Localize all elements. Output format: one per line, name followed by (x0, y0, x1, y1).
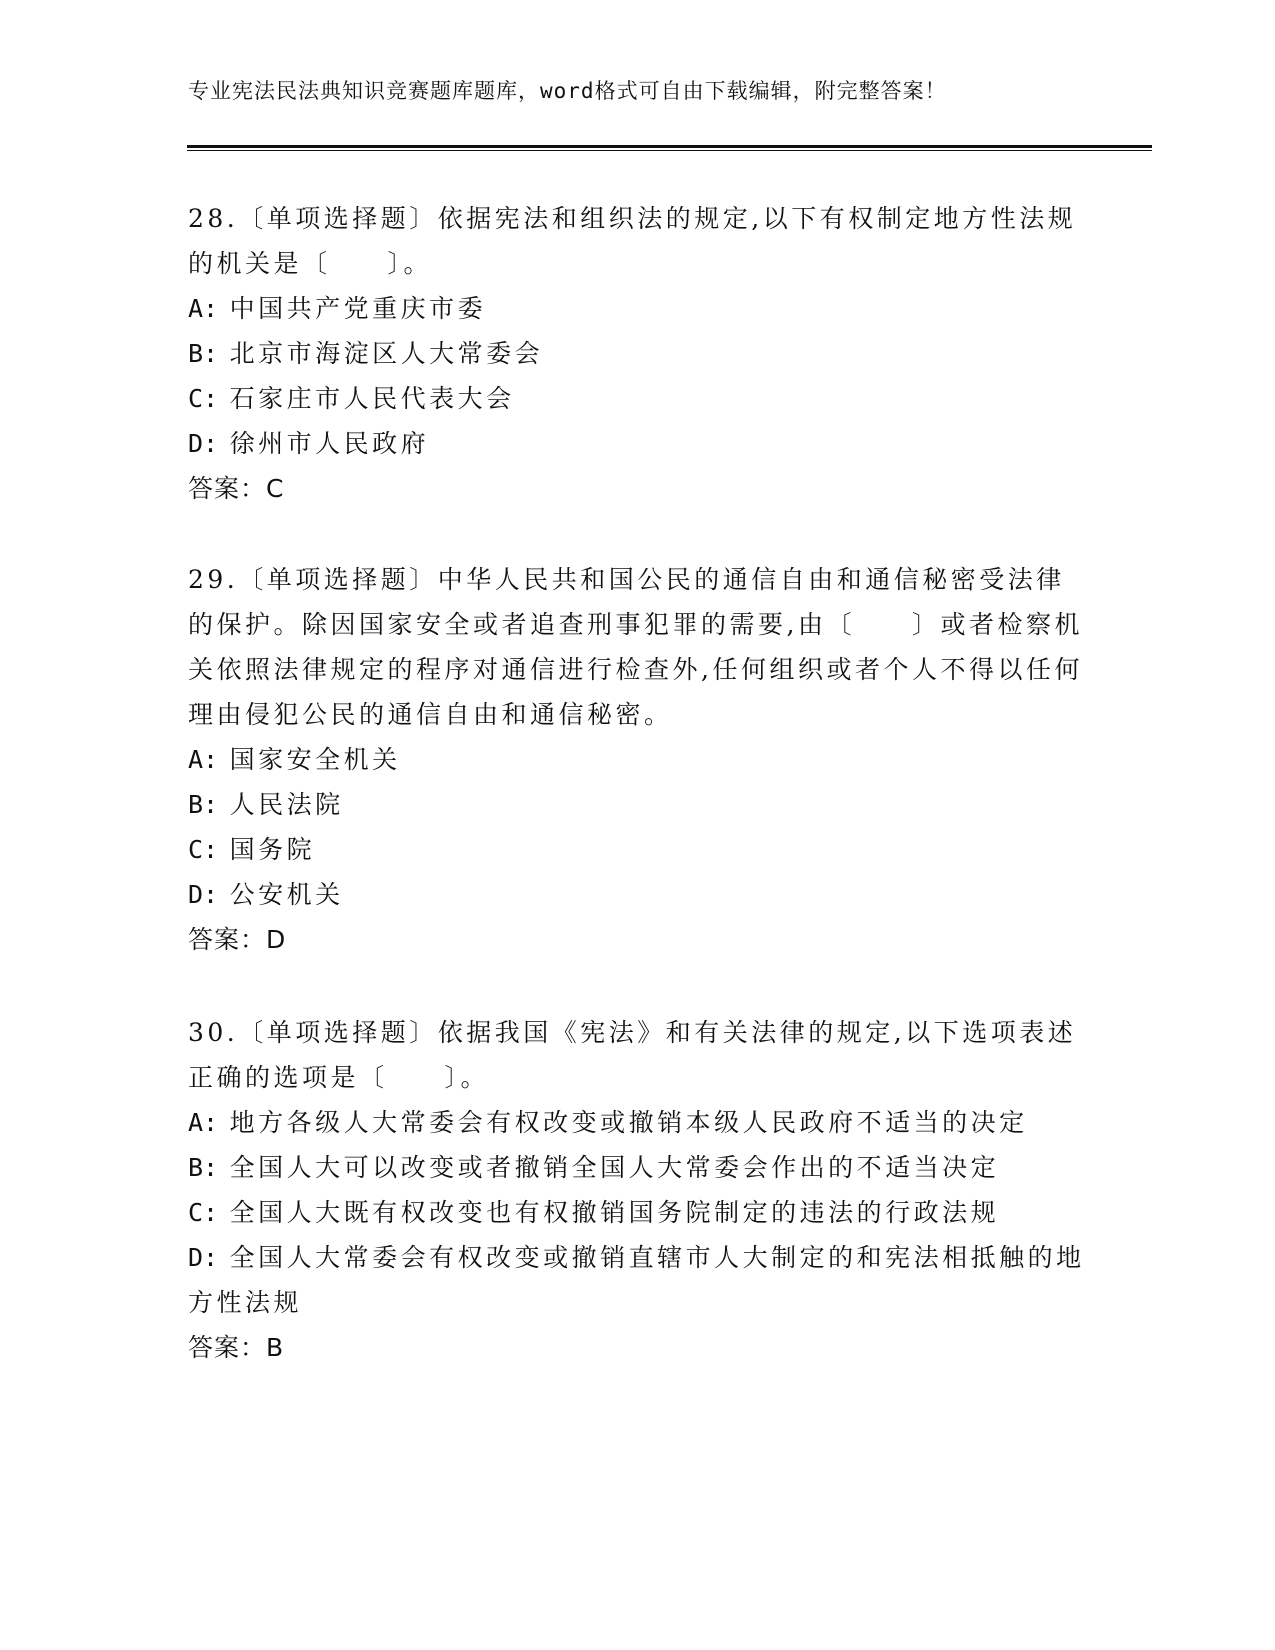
question-29 (188, 557, 1088, 962)
option-letter: B: (188, 790, 219, 819)
page-header: 专业宪法民法典知识竞赛题库题库，word格式可自由下载编辑，附完整答案！ (188, 79, 947, 103)
question-stem: 30.〔单项选择题〕依据我国《宪法》和有关法律的规定,以下选项表述正确的选项是〔 〕。 (188, 1018, 1077, 1092)
option-b (188, 1145, 1088, 1190)
option-c (188, 827, 1088, 872)
option-text: 人民法院 (229, 790, 344, 819)
option-text: 公安机关 (229, 880, 344, 909)
option-text: 全国人大可以改变或者撤销全国人大常委会作出的不适当决定 (229, 1153, 1000, 1182)
option-letter: B: (188, 1153, 219, 1182)
answer: 答案：C (188, 474, 285, 503)
option-b (188, 782, 1088, 827)
option-text: 全国人大常委会有权改变或撤销直辖市人大制定的和宪法相抵触的地方性法规 (188, 1243, 1085, 1317)
option-c (188, 376, 1088, 421)
option-text: 徐州市人民政府 (229, 429, 430, 458)
answer: 答案：D (188, 925, 287, 954)
option-text: 石家庄市人民代表大会 (229, 384, 515, 413)
option-d (188, 1235, 1088, 1325)
question-28 (188, 196, 1088, 511)
option-text: 中国共产党重庆市委 (229, 294, 487, 323)
header-rule-thin (187, 150, 1152, 151)
option-letter: C: (188, 384, 219, 413)
option-letter: C: (188, 835, 219, 864)
option-a (188, 1100, 1088, 1145)
option-letter: D: (188, 880, 219, 909)
question-stem: 28.〔单项选择题〕依据宪法和组织法的规定,以下有权制定地方性法规的机关是〔 〕。 (188, 204, 1077, 278)
option-d (188, 872, 1088, 917)
option-letter: B: (188, 339, 219, 368)
option-letter: D: (188, 429, 219, 458)
option-a (188, 286, 1088, 331)
option-letter: D: (188, 1243, 219, 1272)
option-text: 国务院 (229, 835, 316, 864)
option-text: 北京市海淀区人大常委会 (229, 339, 544, 368)
option-letter: C: (188, 1198, 219, 1227)
option-b (188, 331, 1088, 376)
header-rule-thick (187, 145, 1152, 148)
question-stem: 29.〔单项选择题〕中华人民共和国公民的通信自由和通信秘密受法律的保护。除因国家安全或者追查刑事犯罪的需要,由〔 〕或者检察机关依照法律规定的程序对通信进行检查外,任何组织或者个人不得以任何理由侵犯公民的通信自由和通信秘密。 (188, 565, 1083, 729)
option-d (188, 421, 1088, 466)
option-text: 全国人大既有权改变也有权撤销国务院制定的违法的行政法规 (229, 1198, 1000, 1227)
question-30 (188, 1010, 1088, 1370)
option-c (188, 1190, 1088, 1235)
option-a (188, 737, 1088, 782)
option-letter: A: (188, 1108, 219, 1137)
option-letter: A: (188, 294, 219, 323)
option-text: 地方各级人大常委会有权改变或撤销本级人民政府不适当的决定 (229, 1108, 1028, 1137)
option-letter: A: (188, 745, 219, 774)
option-text: 国家安全机关 (229, 745, 401, 774)
answer: 答案：B (188, 1333, 285, 1362)
